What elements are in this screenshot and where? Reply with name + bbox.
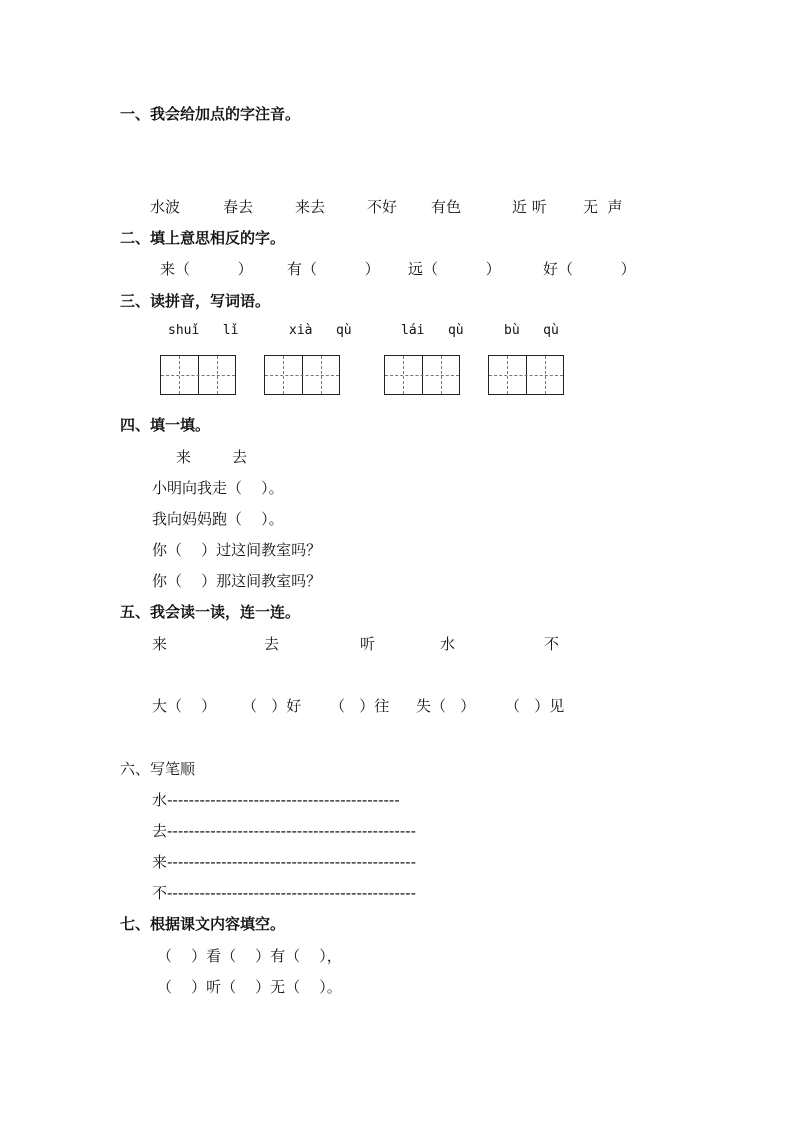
section-4-title: 四、填一填。: [120, 416, 211, 434]
section-5-title: 五、我会读一读，连一连。: [120, 603, 301, 621]
word-5: 有色: [431, 198, 462, 216]
fill-line-2[interactable]: 我向妈妈跑（ ）。: [152, 510, 284, 528]
pinyin-4: bù qù: [504, 323, 559, 338]
match-top-3[interactable]: 听: [360, 635, 376, 653]
match-bottom-2[interactable]: （ ）好: [242, 697, 302, 715]
stroke-line-3[interactable]: 来----------------------------------------------: [152, 853, 416, 871]
antonym-blank-2[interactable]: 有（ ）: [287, 260, 380, 278]
word-7: 无 声: [583, 198, 623, 216]
word-3: 来去: [295, 198, 326, 216]
word-6: 近 听: [512, 198, 547, 216]
antonym-blank-3[interactable]: 远（ ）: [408, 260, 501, 278]
writing-grid-1[interactable]: [160, 355, 236, 395]
word-1: 水波: [150, 198, 181, 216]
match-bottom-5[interactable]: （ ）见: [505, 697, 565, 715]
match-top-2[interactable]: 去: [264, 635, 280, 653]
fill-line-3[interactable]: 你（ ）过这间教室吗？: [152, 541, 322, 559]
match-bottom-4[interactable]: 失（ ）: [416, 697, 476, 715]
option-qu: 去: [232, 448, 248, 466]
fill-line-4[interactable]: 你（ ）那这间教室吗？: [152, 572, 322, 590]
section-7-title: 七、根据课文内容填空。: [120, 915, 286, 933]
pinyin-2: xià qù: [289, 323, 352, 338]
stroke-line-4[interactable]: 不----------------------------------------------: [152, 884, 416, 902]
writing-grid-4[interactable]: [488, 355, 564, 395]
antonym-blank-4[interactable]: 好（ ）: [543, 260, 636, 278]
fill-line-1[interactable]: 小明向我走（ ）。: [152, 479, 284, 497]
section-2-title: 二、填上意思相反的字。: [120, 229, 286, 247]
stroke-line-1[interactable]: 水-------------------------------------------: [152, 791, 400, 809]
section-6-title: 六、写笔顺: [120, 760, 196, 778]
match-top-4[interactable]: 水: [440, 635, 456, 653]
text-fill-line-2[interactable]: （ ）听（ ）无（ ）。: [157, 978, 342, 996]
text-fill-line-1[interactable]: （ ）看（ ）有（ ），: [157, 947, 342, 965]
match-top-1[interactable]: 来: [152, 635, 168, 653]
pinyin-3: lái qù: [401, 323, 464, 338]
writing-grid-3[interactable]: [384, 355, 460, 395]
writing-grid-2[interactable]: [264, 355, 340, 395]
match-bottom-3[interactable]: （ ）往: [330, 697, 390, 715]
match-bottom-1[interactable]: 大（ ）: [152, 697, 217, 715]
stroke-line-2[interactable]: 去----------------------------------------------: [152, 822, 416, 840]
section-3-title: 三、读拼音，写词语。: [120, 292, 271, 310]
match-top-5[interactable]: 不: [544, 635, 560, 653]
option-lai: 来: [176, 448, 192, 466]
pinyin-1: shuǐ lǐ: [168, 323, 239, 338]
word-4: 不好: [367, 198, 398, 216]
word-2: 春去: [223, 198, 254, 216]
antonym-blank-1[interactable]: 来（ ）: [160, 260, 253, 278]
section-1-title: 一、我会给加点的字注音。: [120, 105, 301, 123]
